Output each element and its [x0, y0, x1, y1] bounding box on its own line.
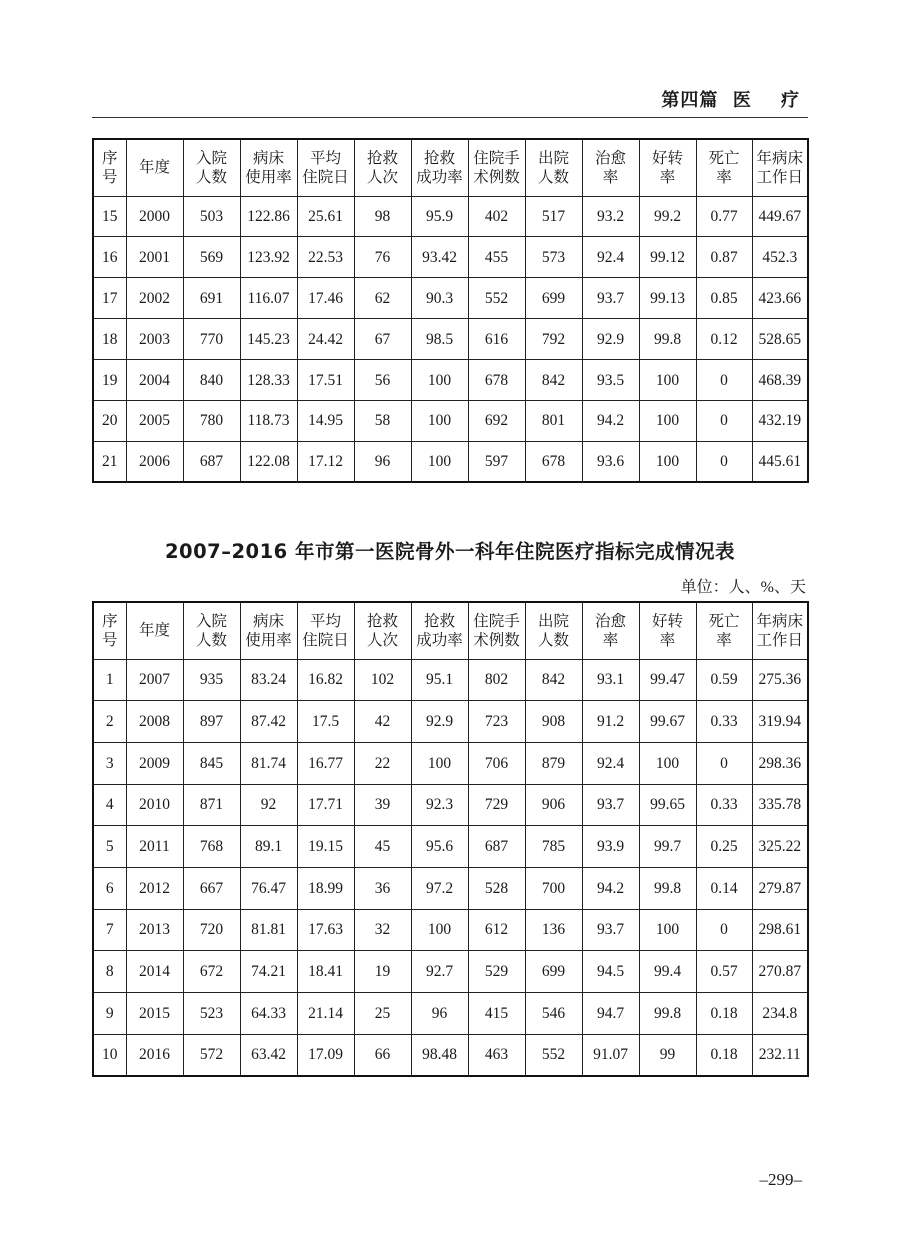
table-cell: 58 — [354, 400, 411, 441]
table-cell: 279.87 — [752, 867, 808, 909]
table-cell: 17.09 — [297, 1034, 354, 1076]
table-cell: 93.42 — [411, 237, 468, 278]
table-cell: 616 — [468, 319, 525, 360]
table-row — [93, 784, 808, 826]
table-cell: 17.46 — [297, 278, 354, 319]
table-cell: 100 — [639, 441, 696, 482]
table-row — [93, 360, 808, 401]
table-cell: 62 — [354, 278, 411, 319]
table-header-row — [93, 139, 808, 196]
table-cell: 573 — [525, 237, 582, 278]
table-cell: 780 — [183, 400, 240, 441]
table-cell: 325.22 — [752, 826, 808, 868]
table-cell: 529 — [468, 951, 525, 993]
table-cell: 39 — [354, 784, 411, 826]
table-cell: 98.5 — [411, 319, 468, 360]
table-cell: 99.13 — [639, 278, 696, 319]
table-cell: 2010 — [126, 784, 183, 826]
table-cell: 402 — [468, 196, 525, 237]
table-cell: 455 — [468, 237, 525, 278]
table-cell: 672 — [183, 951, 240, 993]
table-cell: 569 — [183, 237, 240, 278]
table-cell: 128.33 — [240, 360, 297, 401]
table-cell: 92.4 — [582, 237, 639, 278]
table-cell: 99.7 — [639, 826, 696, 868]
table-cell: 99.8 — [639, 867, 696, 909]
column-header: 病床 使用率 — [240, 602, 297, 659]
table-cell: 0.87 — [696, 237, 752, 278]
column-header: 抢救 人次 — [354, 139, 411, 196]
column-header: 入院 人数 — [183, 139, 240, 196]
table-cell: 687 — [468, 826, 525, 868]
column-header: 死亡 率 — [696, 602, 752, 659]
table-cell: 122.86 — [240, 196, 297, 237]
table-cell: 0 — [696, 360, 752, 401]
table-cell: 22 — [354, 742, 411, 784]
table-cell: 19.15 — [297, 826, 354, 868]
table-cell: 95.9 — [411, 196, 468, 237]
table-cell: 94.5 — [582, 951, 639, 993]
table-cell: 93.7 — [582, 278, 639, 319]
page-number: –299– — [759, 1170, 802, 1189]
table-cell: 90.3 — [411, 278, 468, 319]
table-cell: 100 — [411, 909, 468, 951]
table-cell: 2005 — [126, 400, 183, 441]
table-cell: 552 — [468, 278, 525, 319]
table-cell: 2012 — [126, 867, 183, 909]
column-header: 抢救 人次 — [354, 602, 411, 659]
table-cell: 81.81 — [240, 909, 297, 951]
table-cell: 95.6 — [411, 826, 468, 868]
table-cell: 785 — [525, 826, 582, 868]
table-cell: 2004 — [126, 360, 183, 401]
table-cell: 0 — [696, 441, 752, 482]
table-cell: 100 — [411, 360, 468, 401]
column-header: 出院 人数 — [525, 602, 582, 659]
column-header: 年病床 工作日 — [752, 602, 808, 659]
table-cell: 879 — [525, 742, 582, 784]
table-cell: 842 — [525, 659, 582, 701]
table-cell: 81.74 — [240, 742, 297, 784]
table-cell: 517 — [525, 196, 582, 237]
table-caption: 2007–2016 年市第一医院骨外一科年住院医疗指标完成情况表 — [164, 540, 736, 563]
table-cell: 99.65 — [639, 784, 696, 826]
table-cell: 0.77 — [696, 196, 752, 237]
table-cell: 76 — [354, 237, 411, 278]
table-cell: 18.99 — [297, 867, 354, 909]
table-cell: 100 — [639, 909, 696, 951]
table-row — [93, 993, 808, 1035]
table-cell: 692 — [468, 400, 525, 441]
table-cell: 19 — [354, 951, 411, 993]
table-cell: 17.63 — [297, 909, 354, 951]
table-cell: 95.1 — [411, 659, 468, 701]
table-cell: 5 — [93, 826, 126, 868]
table-cell: 503 — [183, 196, 240, 237]
table-cell: 792 — [525, 319, 582, 360]
table-cell: 99.47 — [639, 659, 696, 701]
table-cell: 2016 — [126, 1034, 183, 1076]
table-cell: 122.08 — [240, 441, 297, 482]
table-cell: 32 — [354, 909, 411, 951]
table-cell: 93.7 — [582, 909, 639, 951]
table-cell: 2011 — [126, 826, 183, 868]
table-cell: 99.12 — [639, 237, 696, 278]
column-header: 住院手 术例数 — [468, 139, 525, 196]
table-cell: 845 — [183, 742, 240, 784]
column-header: 出院 人数 — [525, 139, 582, 196]
table-cell: 100 — [411, 441, 468, 482]
table-cell: 0 — [696, 909, 752, 951]
table-cell: 25.61 — [297, 196, 354, 237]
table-row — [93, 196, 808, 237]
table-cell: 17.12 — [297, 441, 354, 482]
table-cell: 4 — [93, 784, 126, 826]
table-cell: 98 — [354, 196, 411, 237]
table-cell: 97.2 — [411, 867, 468, 909]
table-cell: 871 — [183, 784, 240, 826]
table-cell: 83.24 — [240, 659, 297, 701]
table-cell: 319.94 — [752, 701, 808, 743]
table-cell: 2015 — [126, 993, 183, 1035]
table-cell: 15 — [93, 196, 126, 237]
table-cell: 840 — [183, 360, 240, 401]
table-cell: 18.41 — [297, 951, 354, 993]
table-cell: 76.47 — [240, 867, 297, 909]
table-cell: 92.3 — [411, 784, 468, 826]
table-cell: 66 — [354, 1034, 411, 1076]
column-header: 好转 率 — [639, 602, 696, 659]
table-cell: 678 — [525, 441, 582, 482]
table-cell: 2009 — [126, 742, 183, 784]
table-cell: 706 — [468, 742, 525, 784]
table-cell: 16.77 — [297, 742, 354, 784]
section-title: 第四篇 医 疗 — [661, 90, 800, 111]
table-cell: 897 — [183, 701, 240, 743]
column-header: 年度 — [126, 602, 183, 659]
table-cell: 0.18 — [696, 993, 752, 1035]
table-row — [93, 742, 808, 784]
table-cell: 842 — [525, 360, 582, 401]
column-header: 抢救 成功率 — [411, 139, 468, 196]
table-cell: 99 — [639, 1034, 696, 1076]
table-cell: 801 — [525, 400, 582, 441]
column-header: 治愈 率 — [582, 139, 639, 196]
table-cell: 100 — [639, 400, 696, 441]
table-row — [93, 400, 808, 441]
table-cell: 1 — [93, 659, 126, 701]
table-cell: 17.71 — [297, 784, 354, 826]
table-2007-2016 — [92, 601, 809, 1077]
table-cell: 906 — [525, 784, 582, 826]
table-cell: 770 — [183, 319, 240, 360]
table-cell: 92.9 — [582, 319, 639, 360]
column-header: 年病床 工作日 — [752, 139, 808, 196]
table-cell: 0 — [696, 400, 752, 441]
table-cell: 597 — [468, 441, 525, 482]
table-cell: 93.5 — [582, 360, 639, 401]
table-cell: 116.07 — [240, 278, 297, 319]
column-header: 年度 — [126, 139, 183, 196]
table-cell: 21 — [93, 441, 126, 482]
table-cell: 56 — [354, 360, 411, 401]
header-rule — [92, 117, 808, 118]
table-cell: 45 — [354, 826, 411, 868]
table-cell: 935 — [183, 659, 240, 701]
table-cell: 232.11 — [752, 1034, 808, 1076]
table-row — [93, 867, 808, 909]
table-cell: 17.5 — [297, 701, 354, 743]
table-cell: 0.12 — [696, 319, 752, 360]
table-cell: 16 — [93, 237, 126, 278]
table-row — [93, 441, 808, 482]
table-cell: 0.85 — [696, 278, 752, 319]
table-cell: 91.2 — [582, 701, 639, 743]
table-cell: 8 — [93, 951, 126, 993]
table-cell: 92.7 — [411, 951, 468, 993]
column-header: 入院 人数 — [183, 602, 240, 659]
table-cell: 2008 — [126, 701, 183, 743]
table-row — [93, 278, 808, 319]
table-cell: 25 — [354, 993, 411, 1035]
table-cell: 2006 — [126, 441, 183, 482]
table-cell: 123.92 — [240, 237, 297, 278]
table-cell: 612 — [468, 909, 525, 951]
table-cell: 0 — [696, 742, 752, 784]
table-cell: 20 — [93, 400, 126, 441]
table-cell: 699 — [525, 278, 582, 319]
table-cell: 16.82 — [297, 659, 354, 701]
table-cell: 2013 — [126, 909, 183, 951]
table-cell: 572 — [183, 1034, 240, 1076]
table-cell: 36 — [354, 867, 411, 909]
table-header-row — [93, 602, 808, 659]
table-row — [93, 1034, 808, 1076]
table-cell: 699 — [525, 951, 582, 993]
table-cell: 99.8 — [639, 993, 696, 1035]
table-cell: 118.73 — [240, 400, 297, 441]
table-cell: 275.36 — [752, 659, 808, 701]
table-cell: 552 — [525, 1034, 582, 1076]
table-cell: 93.9 — [582, 826, 639, 868]
table-cell: 2 — [93, 701, 126, 743]
table-cell: 2002 — [126, 278, 183, 319]
table-cell: 449.67 — [752, 196, 808, 237]
table-cell: 445.61 — [752, 441, 808, 482]
table-cell: 0.18 — [696, 1034, 752, 1076]
column-header: 抢救 成功率 — [411, 602, 468, 659]
table-cell: 87.42 — [240, 701, 297, 743]
table-cell: 99.4 — [639, 951, 696, 993]
table-cell: 298.36 — [752, 742, 808, 784]
table-cell: 100 — [411, 742, 468, 784]
table-cell: 2007 — [126, 659, 183, 701]
table-row — [93, 701, 808, 743]
table-cell: 94.2 — [582, 400, 639, 441]
table-cell: 452.3 — [752, 237, 808, 278]
table-cell: 2001 — [126, 237, 183, 278]
table-cell: 729 — [468, 784, 525, 826]
table-cell: 528 — [468, 867, 525, 909]
table-cell: 93.7 — [582, 784, 639, 826]
table-1999-2006 — [92, 138, 809, 483]
table-cell: 10 — [93, 1034, 126, 1076]
table-cell: 145.23 — [240, 319, 297, 360]
table-body — [93, 659, 808, 1076]
table-row — [93, 826, 808, 868]
table-cell: 18 — [93, 319, 126, 360]
table-cell: 0.25 — [696, 826, 752, 868]
table-cell: 546 — [525, 993, 582, 1035]
table-row — [93, 319, 808, 360]
table-cell: 463 — [468, 1034, 525, 1076]
table-cell: 6 — [93, 867, 126, 909]
table-cell: 0.33 — [696, 701, 752, 743]
table-cell: 802 — [468, 659, 525, 701]
table-cell: 908 — [525, 701, 582, 743]
table-cell: 0.14 — [696, 867, 752, 909]
table-cell: 96 — [411, 993, 468, 1035]
table-cell: 94.7 — [582, 993, 639, 1035]
table-cell: 700 — [525, 867, 582, 909]
column-header: 平均 住院日 — [297, 139, 354, 196]
table-body — [93, 196, 808, 482]
column-header: 好转 率 — [639, 139, 696, 196]
table-cell: 0.59 — [696, 659, 752, 701]
table-cell: 691 — [183, 278, 240, 319]
table-row — [93, 909, 808, 951]
table-cell: 24.42 — [297, 319, 354, 360]
table-cell: 0.33 — [696, 784, 752, 826]
table-cell: 99.8 — [639, 319, 696, 360]
table-cell: 3 — [93, 742, 126, 784]
table-cell: 2003 — [126, 319, 183, 360]
table-cell: 63.42 — [240, 1034, 297, 1076]
table-cell: 335.78 — [752, 784, 808, 826]
unit-label: 单位：人、%、天 — [680, 579, 806, 596]
table-cell: 93.6 — [582, 441, 639, 482]
table-cell: 22.53 — [297, 237, 354, 278]
table-cell: 523 — [183, 993, 240, 1035]
table-cell: 415 — [468, 993, 525, 1035]
table-cell: 7 — [93, 909, 126, 951]
column-header: 平均 住院日 — [297, 602, 354, 659]
table-cell: 432.19 — [752, 400, 808, 441]
table-cell: 92.4 — [582, 742, 639, 784]
table-cell: 768 — [183, 826, 240, 868]
table-cell: 0.57 — [696, 951, 752, 993]
table-cell: 64.33 — [240, 993, 297, 1035]
table-cell: 89.1 — [240, 826, 297, 868]
table-row — [93, 237, 808, 278]
table-cell: 91.07 — [582, 1034, 639, 1076]
table-cell: 21.14 — [297, 993, 354, 1035]
table-cell: 678 — [468, 360, 525, 401]
table-cell: 92.9 — [411, 701, 468, 743]
table-cell: 9 — [93, 993, 126, 1035]
table-cell: 468.39 — [752, 360, 808, 401]
table-cell: 136 — [525, 909, 582, 951]
table-cell: 528.65 — [752, 319, 808, 360]
table-cell: 94.2 — [582, 867, 639, 909]
table-cell: 100 — [639, 742, 696, 784]
table-cell: 270.87 — [752, 951, 808, 993]
table-cell: 67 — [354, 319, 411, 360]
table-cell: 98.48 — [411, 1034, 468, 1076]
table-cell: 19 — [93, 360, 126, 401]
table-cell: 17 — [93, 278, 126, 319]
column-header: 病床 使用率 — [240, 139, 297, 196]
table-cell: 298.61 — [752, 909, 808, 951]
table-cell: 102 — [354, 659, 411, 701]
table-cell: 42 — [354, 701, 411, 743]
table-cell: 720 — [183, 909, 240, 951]
column-header: 住院手 术例数 — [468, 602, 525, 659]
table-cell: 17.51 — [297, 360, 354, 401]
table-cell: 14.95 — [297, 400, 354, 441]
table-cell: 667 — [183, 867, 240, 909]
table-cell: 93.2 — [582, 196, 639, 237]
column-header: 治愈 率 — [582, 602, 639, 659]
table-row — [93, 659, 808, 701]
table-cell: 99.2 — [639, 196, 696, 237]
table-cell: 92 — [240, 784, 297, 826]
column-header: 死亡 率 — [696, 139, 752, 196]
table-cell: 93.1 — [582, 659, 639, 701]
table-cell: 74.21 — [240, 951, 297, 993]
table-cell: 687 — [183, 441, 240, 482]
column-header: 序 号 — [93, 602, 126, 659]
column-header: 序 号 — [93, 139, 126, 196]
table-cell: 100 — [411, 400, 468, 441]
table-cell: 99.67 — [639, 701, 696, 743]
table-row — [93, 951, 808, 993]
table-cell: 2014 — [126, 951, 183, 993]
table-cell: 723 — [468, 701, 525, 743]
table-cell: 234.8 — [752, 993, 808, 1035]
table-cell: 96 — [354, 441, 411, 482]
table-cell: 423.66 — [752, 278, 808, 319]
table-cell: 100 — [639, 360, 696, 401]
table-cell: 2000 — [126, 196, 183, 237]
